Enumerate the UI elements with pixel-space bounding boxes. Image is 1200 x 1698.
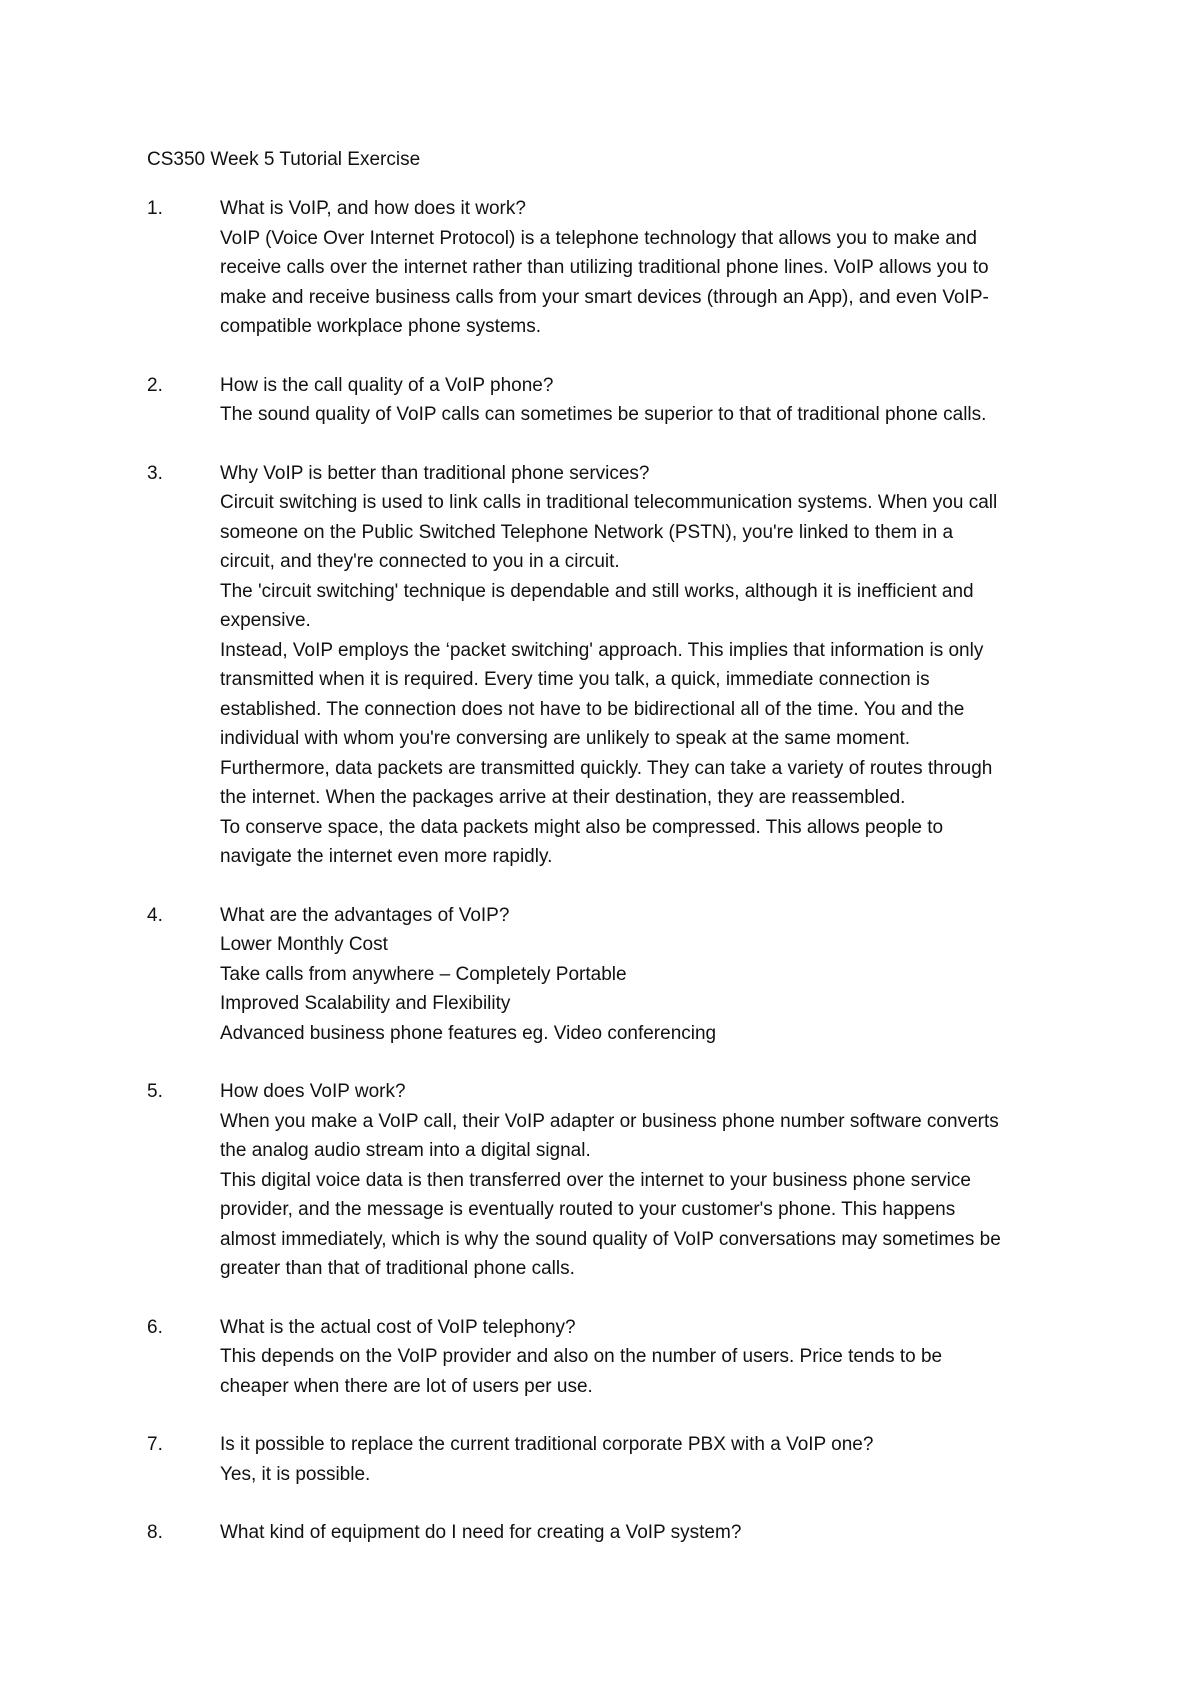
question-number: 6.: [147, 1316, 163, 1338]
question-body: [220, 194, 1067, 342]
document-title: CS350 Week 5 Tutorial Exercise: [147, 149, 421, 170]
question-body: [220, 1430, 1067, 1489]
question-number: 2.: [147, 374, 163, 396]
question-number: 8.: [147, 1522, 163, 1543]
answer-line: individual with whom you're conversing are unlikely to speak at the same moment.: [220, 728, 911, 749]
answer-line: The sound quality of VoIP calls can sometimes be superior to that of traditional phone calls.: [220, 404, 987, 425]
question-item: [147, 1430, 1067, 1489]
question-item: [147, 1518, 1067, 1548]
answer-line: established. The connection does not have to be bidirectional all of the time. You and the: [220, 698, 965, 720]
question-item: [147, 901, 1067, 1049]
answer-line: Take calls from anywhere – Completely Portable: [220, 963, 627, 985]
answer-line: greater than that of traditional phone calls.: [220, 1258, 575, 1279]
question-list: [147, 194, 1067, 1577]
question-text: How is the call quality of a VoIP phone?: [220, 374, 554, 396]
answer-line: Furthermore, data packets are transmitted quickly. They can take a variety of routes through: [220, 757, 993, 779]
answer-line: cheaper when there are lot of users per use.: [220, 1375, 593, 1397]
question-item: [147, 371, 1067, 430]
question-number: 7.: [147, 1434, 163, 1455]
answer-line: To conserve space, the data packets might also be compressed. This allows people to: [220, 816, 944, 838]
answer-line: provider, and the message is eventually routed to your customer's phone. This happens: [220, 1199, 956, 1220]
question-number: 1.: [147, 198, 163, 219]
answer-line: transmitted when it is required. Every time you talk, a quick, immediate connection is: [220, 669, 930, 690]
answer-line: compatible workplace phone systems.: [220, 316, 542, 337]
question-text: What is the actual cost of VoIP telephony?: [220, 1316, 576, 1338]
question-number: 5.: [147, 1081, 163, 1102]
question-number: 3.: [147, 462, 163, 484]
answer-line: Yes, it is possible.: [220, 1463, 371, 1485]
answer-line: receive calls over the internet rather than utilizing traditional phone lines. VoIP allows you to: [220, 257, 989, 278]
question-text: What is VoIP, and how does it work?: [220, 198, 526, 219]
answer-line: This digital voice data is then transferred over the internet to your business phone service: [220, 1169, 971, 1191]
question-text: How does VoIP work?: [220, 1081, 406, 1102]
question-item: [147, 194, 1067, 342]
question-body: [220, 371, 1067, 430]
answer-line: Circuit switching is used to link calls in traditional telecommunication systems. When you call: [220, 492, 998, 513]
answer-line: The 'circuit switching' technique is dependable and still works, although it is inefficient and: [220, 580, 974, 602]
answer-line: navigate the internet even more rapidly.: [220, 846, 553, 867]
answer-line: This depends on the VoIP provider and also on the number of users. Price tends to be: [220, 1346, 943, 1367]
question-body: [220, 1518, 1067, 1548]
question-text: What kind of equipment do I need for creating a VoIP system?: [220, 1522, 742, 1543]
question-text: Is it possible to replace the current traditional corporate PBX with a VoIP one?: [220, 1434, 874, 1455]
question-body: [220, 1077, 1067, 1284]
answer-line: almost immediately, which is why the sound quality of VoIP conversations may sometimes be: [220, 1228, 1001, 1250]
answer-line: the internet. When the packages arrive at their destination, they are reassembled.: [220, 787, 906, 808]
answer-line: circuit, and they're connected to you in a circuit.: [220, 551, 620, 572]
answer-line: Advanced business phone features eg. Video conferencing: [220, 1022, 717, 1044]
answer-line: expensive.: [220, 610, 311, 631]
answer-line: make and receive business calls from your smart devices (through an App), and even VoIP-: [220, 286, 989, 308]
question-item: [147, 1077, 1067, 1284]
answer-line: VoIP (Voice Over Internet Protocol) is a telephone technology that allows you to make and: [220, 227, 977, 249]
question-body: [220, 459, 1067, 872]
answer-line: When you make a VoIP call, their VoIP adapter or business phone number software converts: [220, 1110, 999, 1132]
answer-line: Lower Monthly Cost: [220, 934, 388, 955]
question-item: [147, 459, 1067, 872]
answer-line: someone on the Public Switched Telephone Network (PSTN), you're linked to them in a: [220, 521, 954, 543]
question-text: What are the advantages of VoIP?: [220, 904, 510, 926]
answer-line: Instead, VoIP employs the ‘packet switching' approach. This implies that information is only: [220, 639, 984, 661]
question-text: Why VoIP is better than traditional phone services?: [220, 462, 650, 484]
question-body: [220, 901, 1067, 1049]
question-item: [147, 1313, 1067, 1402]
question-number: 4.: [147, 904, 163, 926]
answer-line: Improved Scalability and Flexibility: [220, 993, 511, 1014]
question-body: [220, 1313, 1067, 1402]
answer-line: the analog audio stream into a digital signal.: [220, 1140, 591, 1161]
